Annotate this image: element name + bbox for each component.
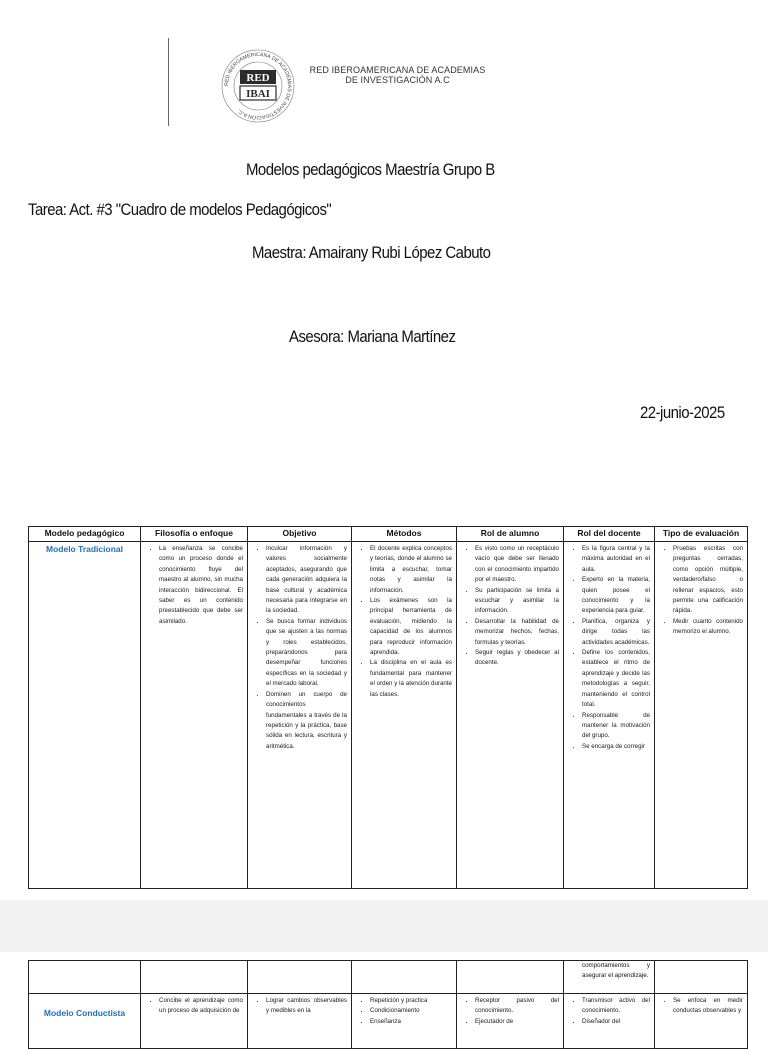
cell-rol-docente (564, 994, 655, 1049)
list-item: • Concibe el aprendizaje como un proceso de adquisición de (159, 996, 243, 1017)
models-table (28, 526, 748, 889)
list-item: • Se enfoca en medir conductas observables y (673, 996, 743, 1017)
org-name-line-2: DE INVESTIGACIÓN A.C (345, 75, 450, 85)
list-item: • Lograr cambios observables y medibles en la (266, 996, 347, 1017)
list-item: • Receptor pasivo del conocimiento. (475, 996, 559, 1017)
list-item: • Planifica, organiza y dirige todas las actividades académicas. (582, 617, 650, 648)
col-header: Rol del docente (564, 527, 655, 542)
list-item: • Responsable de mantener la motivación del grupo. (582, 711, 650, 742)
list-item: • Ejecutador de (475, 1017, 559, 1027)
empty-cell (352, 961, 457, 994)
cell-objetivo (248, 994, 352, 1049)
list-item: • Transmisor activo del conocimiento. (582, 996, 650, 1017)
cell-rol-alumno (457, 994, 564, 1049)
list-item: • La disciplina en el aula es fundamental para mantener el orden y la atención durante las clases. (370, 658, 452, 700)
logo-ring-text: RED IBEROAMERICANA DE ACADEMIAS DE INVESTIGACIÓN A.C. (223, 51, 293, 121)
list-item: • Inculcar información y valores socialmente aceptados, asegurando que cada generación adquiera la base cultural y académica necesaria para integrarse en la sociedad. (266, 544, 347, 617)
list-item: • Es la figura central y la máxima autoridad en el aula. (582, 544, 650, 575)
org-name-line-1: RED IBEROAMERICANA DE ACADEMIAS (309, 65, 486, 75)
list-item: • Seguir reglas y obedecer al docente. (475, 648, 559, 669)
cell-metodos (352, 994, 457, 1049)
col-header: Métodos (352, 527, 457, 542)
cell-objetivo (248, 542, 352, 889)
advisor-name: Asesora: Mariana Martínez (289, 327, 456, 346)
list-item: • Dominen un cuerpo de conocimientos fundamentales a través de la repetición y la práctica, base sólida en lectura, escritura y aritmética. (266, 690, 347, 752)
col-header: Filosofía o enfoque (141, 527, 248, 542)
empty-cell (457, 961, 564, 994)
list-item: • Desarrollar la habilidad de memorizar hechos, fechas, formulas y teorías. (475, 617, 559, 648)
cell-evaluacion (655, 542, 748, 889)
cell-evaluacion (655, 994, 748, 1049)
logo-text-red: RED (246, 72, 270, 84)
table-row (29, 994, 748, 1049)
cell-rol-docente-continued (564, 961, 655, 994)
col-header: Rol de alumno (457, 527, 564, 542)
continued-text: comportamientos y asegurar el aprendizaje. (582, 962, 650, 980)
cell-filosofia (141, 542, 248, 889)
teacher-name: Maestra: Amairany Rubi López Cabuto (252, 243, 491, 262)
list-item: • Diseñador del (582, 1017, 650, 1027)
list-item: • Es visto como un receptáculo vacío que debe ser llenado con el conocimiento impartido por el maestro. (475, 544, 559, 586)
list-item: • Se busca formar individuos que se ajusten a las normas y roles establecidos, preparándonos para desempeñar funciones específicas en la sociedad y el mercado laboral. (266, 617, 347, 690)
page-separator (0, 900, 768, 952)
cell-filosofia (141, 994, 248, 1049)
col-header: Modelo pedagógico (29, 527, 141, 542)
list-item: • Condicionamiento (370, 1006, 452, 1016)
empty-cell (29, 961, 141, 994)
course-title: Modelos pedagógicos Maestría Grupo B (246, 160, 495, 179)
logo-text-ibai: IBAI (246, 88, 270, 100)
empty-cell (248, 961, 352, 994)
empty-cell (141, 961, 248, 994)
list-item: • Enseñanza (370, 1017, 452, 1027)
list-item: • El docente explica conceptos y teorías, donde el alumno se limita a escuchar, tomar notas y asimilar la información. (370, 544, 452, 596)
table-row (29, 961, 748, 994)
organization-name (300, 65, 495, 85)
list-item: • Se encarga de corregir (582, 742, 650, 752)
list-item: • La enseñanza se concibe como un proceso donde el conocimiento fluye del maestro al alumno, sin mucha interacción bidireccional. El saber es un contenido preestablecido que debe ser asimilado. (159, 544, 243, 627)
table-row (29, 542, 748, 889)
list-item: • Experto en la materia, quien posee el conocimiento y la experiencia para guiar. (582, 575, 650, 617)
list-item: • Medir cuanto contenido memorizo el alumno. (673, 617, 743, 638)
document-date: 22-junio-2025 (640, 403, 725, 422)
header-divider (168, 38, 169, 126)
task-title: Tarea: Act. #3 "Cuadro de modelos Pedagógicos" (28, 200, 332, 219)
list-item: • Repetición y practica (370, 996, 452, 1006)
model-name-tradicional: Modelo Tradicional (29, 542, 141, 889)
red-ibai-logo (220, 48, 296, 124)
cell-rol-alumno (457, 542, 564, 889)
empty-cell (655, 961, 748, 994)
list-item: • Los exámenes son la principal herramienta de evaluación, midiendo la capacidad de los alumnos para reproducir información aprendida. (370, 596, 452, 658)
model-name-conductista: Modelo Conductista (29, 994, 141, 1049)
models-table-continued (28, 960, 748, 1049)
list-item: • Su participación se limita a escuchar y asimilar la información. (475, 586, 559, 617)
col-header: Objetivo (248, 527, 352, 542)
cell-rol-docente (564, 542, 655, 889)
table-header-row (29, 527, 748, 542)
cell-metodos (352, 542, 457, 889)
col-header: Tipo de evaluación (655, 527, 748, 542)
list-item: • Define los contenidos, establece el ritmo de aprendizaje y decide las metodologías a seguir, manteniendo el control total. (582, 648, 650, 710)
list-item: • Pruebas escritas con preguntas cerradas, como opción múltiple, verdadero/falso o rellenar espacios, esto permite una calificación rápida. (673, 544, 743, 617)
